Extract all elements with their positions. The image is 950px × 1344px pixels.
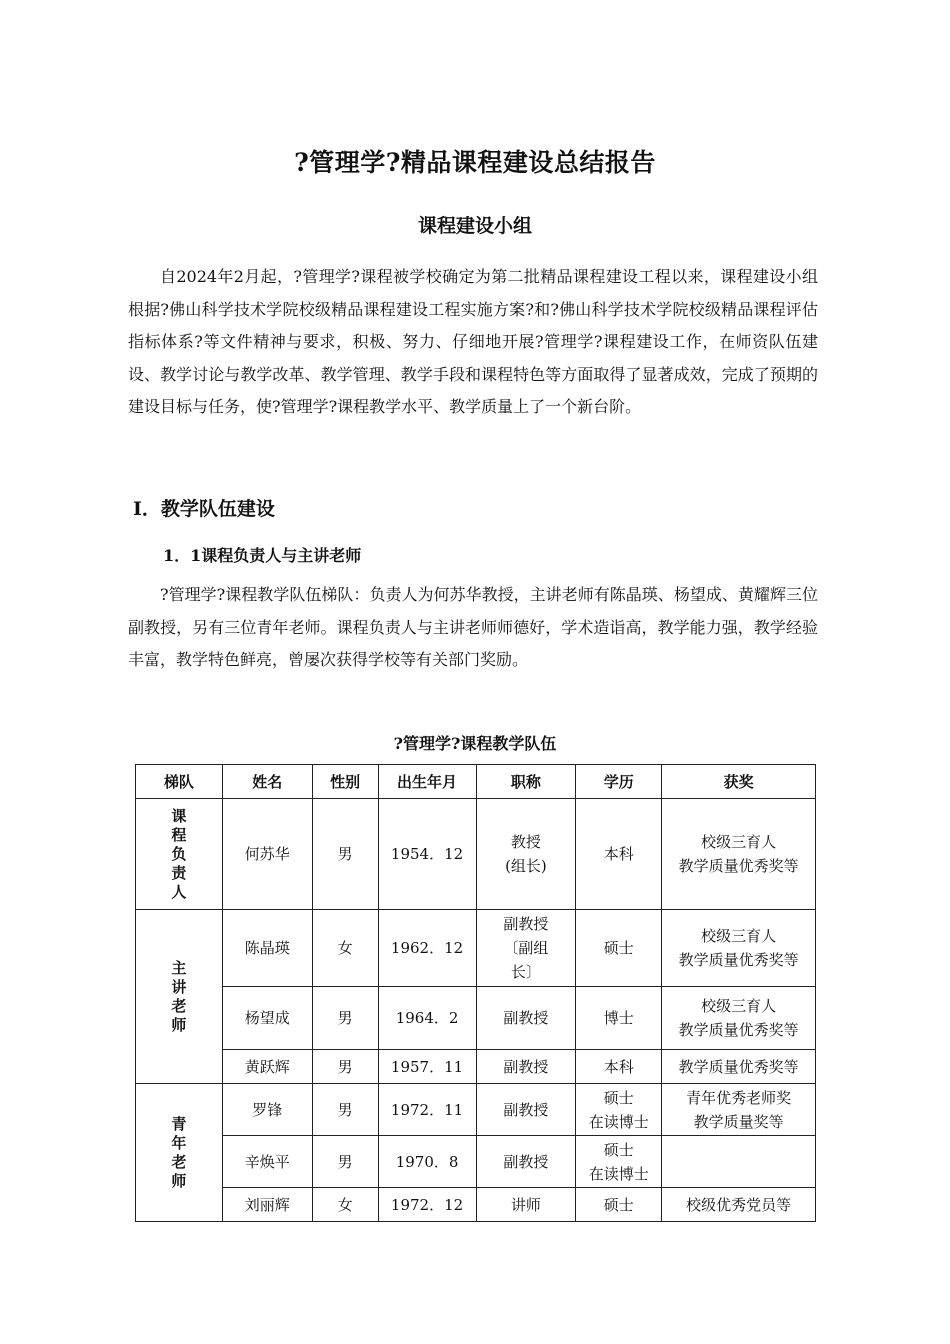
header-cell: 梯队 — [136, 765, 223, 799]
award-line: 教学质量优秀奖等 — [678, 1021, 799, 1039]
header-cell: 获奖 — [662, 765, 816, 799]
edu-cell — [576, 987, 662, 1050]
edu-line: 本科 — [603, 845, 634, 863]
name-cell: 黄跃辉 — [222, 1050, 312, 1084]
edu-cell — [576, 910, 662, 987]
name-cell: 辛焕平 — [222, 1136, 312, 1188]
award-line: 教学质量优秀奖等 — [678, 951, 799, 969]
awards-cell — [662, 1136, 816, 1188]
group-label: 青年老师 — [171, 1114, 187, 1190]
table-row — [136, 1136, 816, 1188]
award-line: 校级三育人 — [701, 997, 777, 1015]
intro-text: 自2024年2月起，?管理学?课程被学校确定为第二批精品课程建设工程以来，课程建设小组根据?佛山科学技术学院校级精品课程建设工程实施方案?和?佛山科学技术学院校级精品课程评估指标体系?等文件精神与要求，积极、努力、仔细地开展?管理学?课程建设工作，在师资队伍建设、教学讨论与教学改革、教学管理、教学手段和课程特色等方面取得了显著成效，完成了预期的建设目标与任务，使?管理学?课程教学水平、教学质量上了一个新台阶。 — [128, 267, 818, 416]
title-cell — [476, 987, 576, 1050]
section-heading-1: Ⅰ．教学队伍建设 — [133, 498, 275, 520]
group-label: 课程负责人 — [171, 806, 187, 901]
table-row — [136, 910, 816, 987]
header-cell: 姓名 — [222, 765, 312, 799]
team-paragraph — [128, 579, 818, 677]
gender-cell: 男 — [312, 1050, 378, 1084]
header-cell: 出生年月 — [378, 765, 476, 799]
award-line: 教学质量奖等 — [693, 1112, 784, 1131]
title-line: 讲师 — [510, 1195, 541, 1214]
award-line: 教学质量优秀奖等 — [678, 857, 799, 875]
name-cell: 刘丽辉 — [222, 1188, 312, 1222]
award-line: 校级优秀党员等 — [686, 1195, 792, 1214]
title-line: 副教授 — [503, 1057, 549, 1076]
award-line: 教学质量优秀奖等 — [678, 1057, 799, 1076]
award-line: 校级三育人 — [701, 833, 777, 851]
title-line: 〔副组 — [503, 939, 549, 957]
name-cell: 杨望成 — [222, 987, 312, 1050]
awards-cell — [662, 1050, 816, 1084]
section-heading-1-1: 1．1课程负责人与主讲老师 — [163, 546, 362, 565]
title-cell — [476, 1136, 576, 1188]
gender-cell: 女 — [312, 910, 378, 987]
birth-cell: 1964．2 — [378, 987, 476, 1050]
table-row — [136, 987, 816, 1050]
title-cell — [476, 799, 576, 910]
intro-paragraph — [128, 261, 818, 424]
award-line: 校级三育人 — [701, 927, 777, 945]
team-text: ?管理学?课程教学队伍梯队：负责人为何苏华教授，主讲老师有陈晶瑛、杨望成、黄耀辉三位副教授，另有三位青年老师。课程负责人与主讲老师师德好，学术造诣高，教学能力强，教学经验丰富，教学特色鲜亮，曾屡次获得学校等有关部门奖励。 — [128, 585, 818, 669]
group-cell — [136, 799, 223, 910]
title-cell — [476, 1050, 576, 1084]
edu-cell — [576, 799, 662, 910]
team-table — [135, 764, 816, 1222]
table-row — [136, 799, 816, 910]
gender-cell: 女 — [312, 1188, 378, 1222]
title-line: 教授 — [510, 833, 541, 851]
birth-cell: 1962．12 — [378, 910, 476, 987]
name-cell: 何苏华 — [222, 799, 312, 910]
edu-cell — [576, 1136, 662, 1188]
birth-cell: 1954．12 — [378, 799, 476, 910]
table-header-row — [136, 765, 816, 799]
title-cell — [476, 1188, 576, 1222]
title-line: (组长) — [505, 857, 547, 875]
award-line: 青年优秀老师奖 — [686, 1088, 792, 1107]
awards-cell — [662, 1188, 816, 1222]
title-line: 副教授 — [503, 1152, 549, 1171]
birth-cell: 1972．11 — [378, 1084, 476, 1136]
title-line: 副教授 — [503, 1009, 549, 1027]
table-row — [136, 1050, 816, 1084]
table-row — [136, 1084, 816, 1136]
document-title: ?管理学?精品课程建设总结报告 — [294, 148, 656, 177]
edu-line: 在读博士 — [588, 1112, 649, 1131]
group-cell — [136, 1084, 223, 1222]
awards-cell — [662, 1084, 816, 1136]
table-row — [136, 1188, 816, 1222]
table-caption: ?管理学?课程教学队伍 — [393, 734, 557, 753]
birth-cell: 1970．8 — [378, 1136, 476, 1188]
edu-line: 本科 — [603, 1057, 634, 1076]
name-cell: 罗锋 — [222, 1084, 312, 1136]
gender-cell: 男 — [312, 1084, 378, 1136]
birth-cell: 1972．12 — [378, 1188, 476, 1222]
edu-cell — [576, 1050, 662, 1084]
gender-cell: 男 — [312, 987, 378, 1050]
awards-cell — [662, 987, 816, 1050]
edu-line: 硕士 — [603, 939, 634, 957]
title-line: 副教授 — [503, 1100, 549, 1119]
edu-line: 在读博士 — [588, 1164, 649, 1183]
header-cell: 学历 — [576, 765, 662, 799]
header-cell: 性别 — [312, 765, 378, 799]
group-cell — [136, 910, 223, 1084]
gender-cell: 男 — [312, 1136, 378, 1188]
title-cell — [476, 1084, 576, 1136]
name-cell: 陈晶瑛 — [222, 910, 312, 987]
edu-line: 硕士 — [603, 1088, 634, 1107]
edu-line: 硕士 — [603, 1140, 634, 1159]
edu-cell — [576, 1084, 662, 1136]
document-subtitle: 课程建设小组 — [417, 215, 532, 237]
title-line: 副教授 — [503, 915, 549, 933]
edu-line: 博士 — [603, 1009, 634, 1027]
awards-cell — [662, 799, 816, 910]
title-line: 长〕 — [510, 963, 541, 981]
birth-cell: 1957．11 — [378, 1050, 476, 1084]
gender-cell: 男 — [312, 799, 378, 910]
header-cell: 职称 — [476, 765, 576, 799]
group-label: 主讲老师 — [171, 958, 187, 1034]
title-cell — [476, 910, 576, 987]
edu-cell — [576, 1188, 662, 1222]
edu-line: 硕士 — [603, 1195, 634, 1214]
awards-cell — [662, 910, 816, 987]
